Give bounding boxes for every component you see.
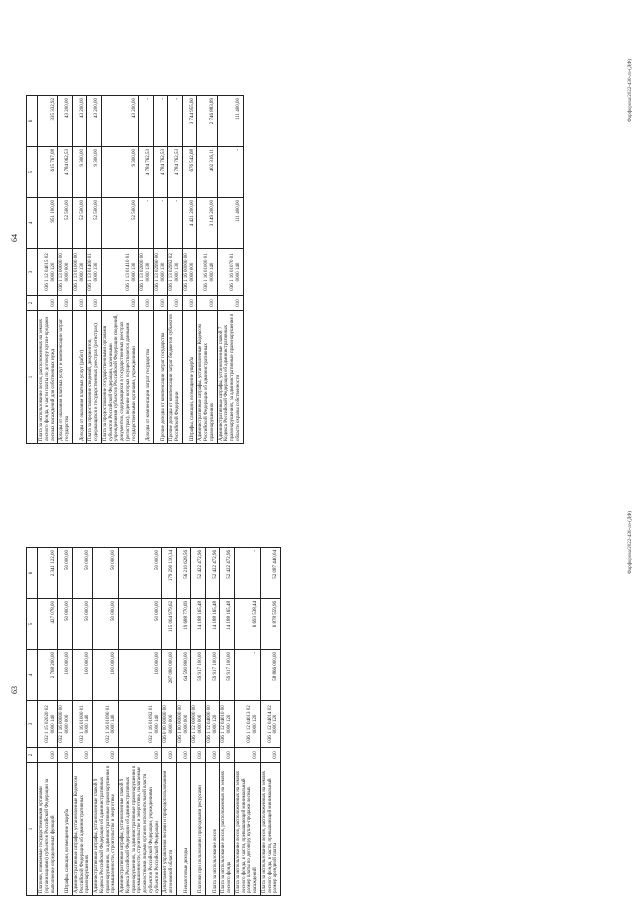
column-header: 6 xyxy=(27,548,38,599)
row-name-cell: Плата за использование лесов, расположенных на землях лесного фонда xyxy=(220,763,235,896)
remainder-amount-cell: 335 332,92 xyxy=(38,96,58,147)
row-code-cell: 010 xyxy=(139,296,154,311)
row-kbk-cell: 036 1 12 04010 00 0000 120 xyxy=(220,701,235,748)
row-name-cell: Административные штрафы, установленные Кодексом Российской Федерации об административных правонарушениях xyxy=(72,763,92,896)
column-header: 4 xyxy=(27,198,38,249)
table-row xyxy=(182,96,197,444)
remainder-amount-cell: 56 210 628,56 xyxy=(176,548,191,599)
table-row xyxy=(58,96,73,444)
column-header: 3 xyxy=(27,249,38,296)
column-header: 2 xyxy=(27,748,38,763)
table-row xyxy=(176,548,191,896)
row-kbk-cell: 036 1 12 04013 02 0000 120 xyxy=(234,701,260,748)
executed-amount-cell: 9 300,00 xyxy=(101,147,139,198)
remainder-amount-cell: 43 200,00 xyxy=(58,96,73,147)
footer-code: Фарфорова/2022-430-лз-(ДФ) xyxy=(628,59,633,122)
row-kbk-cell: 036 1 16 01000 01 0000 140 xyxy=(197,249,217,296)
table-row xyxy=(260,548,280,896)
column-header: 3 xyxy=(27,701,38,748)
remainder-amount-cell: 50 000,00 xyxy=(93,548,119,599)
row-name-cell: Административные штрафы, установленные Кодексом Российской Федерации об административных правонарушениях xyxy=(197,311,217,444)
row-name-cell: Платежи при пользовании природными ресурсами xyxy=(191,763,206,896)
row-code-cell: 010 xyxy=(182,296,197,311)
table-row xyxy=(119,548,162,896)
remainder-amount-cell: 50 000,00 xyxy=(58,548,73,599)
executed-amount-cell: 50 000,00 xyxy=(119,599,162,650)
remainder-amount-cell: 2 341 122,00 xyxy=(38,548,58,599)
remainder-amount-cell: 2 746 883,89 xyxy=(197,96,217,147)
page-number: 64 xyxy=(10,234,19,242)
row-kbk-cell: 036 1 13 00000 00 0000 000 xyxy=(58,249,73,296)
row-kbk-cell: 036 1 13 01400 01 0000 130 xyxy=(87,249,102,296)
row-kbk-cell: 036 1 12 04014 02 0000 120 xyxy=(260,701,280,748)
table-row xyxy=(197,96,217,444)
row-kbk-cell: 036 1 12 04015 02 0000 120 xyxy=(38,249,58,296)
table-row xyxy=(72,96,87,444)
plan-amount-cell: - xyxy=(139,198,154,249)
footer-code: Фарфорова/2022-430-лз-(ДФ) xyxy=(628,511,633,574)
row-kbk-cell: 036 1 16 00000 00 0000 000 xyxy=(182,249,197,296)
executed-amount-cell: 50 000,00 xyxy=(58,599,73,650)
row-code-cell: 010 xyxy=(38,748,58,763)
row-code-cell: 010 xyxy=(197,296,217,311)
table-row xyxy=(153,96,168,444)
plan-amount-cell: - xyxy=(153,198,168,249)
row-code-cell: 010 xyxy=(58,296,73,311)
row-kbk-cell: 036 1 13 01000 00 0000 130 xyxy=(72,249,87,296)
report-table xyxy=(26,547,281,896)
row-kbk-cell: 036 1 12 04000 00 0000 120 xyxy=(205,701,220,748)
executed-amount-cell: 6 693 538,44 xyxy=(234,599,260,650)
executed-amount-cell: 50 000,00 xyxy=(93,599,119,650)
row-code-cell: 010 xyxy=(234,748,260,763)
table-row xyxy=(72,548,92,896)
remainder-amount-cell: - xyxy=(153,96,168,147)
plan-amount-cell: 59 917 100,00 xyxy=(220,650,235,701)
plan-amount-cell: 52 500,00 xyxy=(58,198,73,249)
plan-amount-cell: 2 768 200,00 xyxy=(38,650,58,701)
column-header: 6 xyxy=(27,96,38,147)
row-code-cell: 010 xyxy=(58,748,73,763)
row-kbk-cell: 036 1 13 02990 00 0000 130 xyxy=(153,249,168,296)
plan-amount-cell: 52 500,00 xyxy=(101,198,139,249)
executed-amount-cell: 115 064 979,62 xyxy=(162,599,177,650)
row-code-cell: 010 xyxy=(220,748,235,763)
row-name-cell: Плата за предоставление государственными органами субъектов Российской Федерации, казенными учреждениями субъектов Российской Федерации сведений, документов, содержащихся в государственных реестрах (регистрах), ведение которых осуществляется данными государственными органами, учреждениями xyxy=(101,311,139,444)
plan-amount-cell: 100 000,00 xyxy=(58,650,73,701)
column-header: 1 xyxy=(27,311,38,444)
column-header: 2 xyxy=(27,296,38,311)
plan-amount-cell: 64 590 800,00 xyxy=(176,650,191,701)
remainder-amount-cell: 52 087 440,04 xyxy=(260,548,280,599)
column-header: 5 xyxy=(27,147,38,198)
plan-amount-cell: - xyxy=(168,198,183,249)
row-kbk-cell: 032 1 16 00000 00 0000 000 xyxy=(58,701,73,748)
row-code-cell: 010 xyxy=(119,748,162,763)
row-name-cell: Плата за предоставление сведений, документов, содержащихся в государственных реестрах (регистрах) xyxy=(87,311,102,444)
row-kbk-cell: 032 1 16 01092 01 0000 140 xyxy=(119,701,162,748)
plan-amount-cell: 111 400,00 xyxy=(217,198,243,249)
plan-amount-cell: 58 866 000,00 xyxy=(260,650,280,701)
row-kbk-cell: 036 1 00 00000 00 0000 000 xyxy=(176,701,191,748)
remainder-amount-cell: 50 000,00 xyxy=(119,548,162,599)
plan-amount-cell: 52 500,00 xyxy=(87,198,102,249)
row-code-cell: 010 xyxy=(38,296,58,311)
row-name-cell: Штрафы, санкции, возмещение ущерба xyxy=(182,311,197,444)
remainder-amount-cell: - xyxy=(168,96,183,147)
row-name-cell: Доходы от компенсации затрат государства xyxy=(139,311,154,444)
executed-amount-cell: 19 688 770,69 xyxy=(176,599,191,650)
row-code-cell: 010 xyxy=(191,748,206,763)
remainder-amount-cell: 43 200,00 xyxy=(87,96,102,147)
column-header: 5 xyxy=(27,599,38,650)
executed-amount-cell: 4 784 762,53 xyxy=(139,147,154,198)
remainder-amount-cell: 3 744 955,60 xyxy=(182,96,197,147)
remainder-amount-cell: 52 422 472,96 xyxy=(220,548,235,599)
remainder-amount-cell: 52 422 472,96 xyxy=(205,548,220,599)
executed-amount-cell: 9 300,00 xyxy=(87,147,102,198)
plan-amount-cell: 59 917 100,00 xyxy=(191,650,206,701)
executed-amount-cell: 14 188 165,48 xyxy=(205,599,220,650)
row-code-cell: 010 xyxy=(153,296,168,311)
row-kbk-cell: 036 1 13 01410 01 0000 130 xyxy=(101,249,139,296)
row-name-cell: Прочие доходы от компенсации затрат бюджетов субъектов Российской Федерации xyxy=(168,311,183,444)
row-kbk-cell: 032 1 15 02020 02 0000 140 xyxy=(38,701,58,748)
remainder-amount-cell: - xyxy=(139,96,154,147)
table-row xyxy=(162,548,177,896)
plan-amount-cell: 59 917 100,00 xyxy=(205,650,220,701)
table-row xyxy=(220,548,235,896)
row-code-cell: 010 xyxy=(72,748,92,763)
row-name-cell: Административные штрафы, установленные главой 9 Кодекса Российской Федерации об административных правонарушениях, за административные правонарушения в промышленности, строительстве и энергетике xyxy=(93,763,119,896)
page-63 xyxy=(0,452,639,904)
plan-amount-cell: 100 000,00 xyxy=(72,650,92,701)
row-name-cell: Доходы от оказания платных услуг и компенсации затрат государства xyxy=(58,311,73,444)
executed-amount-cell: 50 000,00 xyxy=(72,599,92,650)
table-row xyxy=(217,96,243,444)
column-header: 4 xyxy=(27,650,38,701)
plan-amount-cell: 100 000,00 xyxy=(119,650,162,701)
executed-amount-cell: 676 542,68 xyxy=(182,147,197,198)
plan-amount-cell: 3 149 200,00 xyxy=(197,198,217,249)
row-name-cell: Департамент управления лесами и природопользованием автономной области xyxy=(162,763,177,896)
row-name-cell: Административные штрафы, установленные главой 9 Кодекса Российской Федерации об административных правонарушениях, за административные правонарушения в промышленности, строительстве и энергетике, налагаемые должностными лицами органов исполнительной власти субъектов Российской Федерации, учреждениями субъектов Российской Федерации xyxy=(119,763,162,896)
row-name-cell: Плата за использование лесов xyxy=(205,763,220,896)
remainder-amount-cell: 111 400,00 xyxy=(217,96,243,147)
row-kbk-cell: 036 1 13 02992 02 0000 130 xyxy=(168,249,183,296)
column-header: 1 xyxy=(27,763,38,896)
row-name-cell: Неналоговые доходы xyxy=(176,763,191,896)
row-code-cell: 010 xyxy=(168,296,183,311)
table-row xyxy=(58,548,73,896)
report-table xyxy=(26,95,244,444)
row-kbk-cell: 036 1 13 02000 00 0000 130 xyxy=(139,249,154,296)
table-row xyxy=(139,96,154,444)
row-code-cell: 010 xyxy=(72,296,87,311)
page-number: 63 xyxy=(10,686,19,694)
row-kbk-cell: 032 1 16 01000 01 0000 140 xyxy=(72,701,92,748)
executed-amount-cell: 14 188 165,48 xyxy=(191,599,206,650)
plan-amount-cell: 4 421 200,00 xyxy=(182,198,197,249)
executed-amount-cell: 4 784 762,53 xyxy=(153,147,168,198)
row-name-cell: Плата за использование лесов, расположенных на землях лесного фонда, в части, превышающей минимальный размер арендной платы xyxy=(260,763,280,896)
row-code-cell: 010 xyxy=(162,748,177,763)
row-code-cell: 010 xyxy=(87,296,102,311)
executed-amount-cell: 402 316,11 xyxy=(197,147,217,198)
row-code-cell: 010 xyxy=(93,748,119,763)
table-row xyxy=(205,548,220,896)
table-row xyxy=(87,96,102,444)
table-row xyxy=(101,96,139,444)
table-row xyxy=(38,96,58,444)
executed-amount-cell: 4 784 062,53 xyxy=(58,147,73,198)
table-row xyxy=(38,548,58,896)
plan-amount-cell: 951 100,00 xyxy=(38,198,58,249)
row-name-cell: Платежи, взимаемые государственными органами (организациями) субъектов Российской Федерации за выполнение определенных функций xyxy=(38,763,58,896)
row-kbk-cell: 036 0 00 00000 00 0000 000 xyxy=(162,701,177,748)
table-row xyxy=(234,548,260,896)
row-name-cell: Доходы от оказания платных услуг (работ) xyxy=(72,311,87,444)
row-kbk-cell: 036 1 16 01070 01 0000 140 xyxy=(217,249,243,296)
executed-amount-cell: 14 188 165,48 xyxy=(220,599,235,650)
executed-amount-cell: 6 878 559,96 xyxy=(260,599,280,650)
row-name-cell: Административные штрафы, установленные главой 7 Кодекса Российской Федерации об административных правонарушениях, за административные правонарушения в области охраны собственности xyxy=(217,311,243,444)
table-row xyxy=(191,548,206,896)
remainder-amount-cell: 43 200,00 xyxy=(101,96,139,147)
remainder-amount-cell: 50 000,00 xyxy=(72,548,92,599)
plan-amount-cell: 52 500,00 xyxy=(72,198,87,249)
row-kbk-cell: 036 1 12 00000 00 0000 000 xyxy=(191,701,206,748)
executed-amount-cell: 9 300,00 xyxy=(72,147,87,198)
row-code-cell: 010 xyxy=(260,748,280,763)
row-name-cell: Штрафы, санкции, возмещение ущерба xyxy=(58,763,73,896)
row-code-cell: 010 xyxy=(205,748,220,763)
remainder-amount-cell: 179 290 110,34 xyxy=(162,548,177,599)
plan-amount-cell: - xyxy=(234,650,260,701)
plan-amount-cell: 287 080 000,00 xyxy=(162,650,177,701)
plan-amount-cell: 100 000,00 xyxy=(93,650,119,701)
remainder-amount-cell: 43 200,00 xyxy=(72,96,87,147)
executed-amount-cell: 615 767,08 xyxy=(38,147,58,198)
executed-amount-cell: 427 078,00 xyxy=(38,599,58,650)
table-row xyxy=(168,96,183,444)
row-name-cell: Прочие доходы от компенсации затрат государства xyxy=(153,311,168,444)
remainder-amount-cell: - xyxy=(234,548,260,599)
row-code-cell: 010 xyxy=(176,748,191,763)
executed-amount-cell: - xyxy=(217,147,243,198)
row-kbk-cell: 032 1 16 01090 01 0000 140 xyxy=(93,701,119,748)
row-code-cell: 010 xyxy=(101,296,139,311)
row-name-cell: Плата за использование лесов, расположенных на землях лесного фонда, в части платы по договору купли-продажи лесных насаждений для собственных нужд xyxy=(38,311,58,444)
row-code-cell: 010 xyxy=(217,296,243,311)
table-row xyxy=(93,548,119,896)
remainder-amount-cell: 52 422 472,96 xyxy=(191,548,206,599)
executed-amount-cell: 4 784 762,53 xyxy=(168,147,183,198)
row-name-cell: Плата за использование лесов, расположенных на землях лесного фонда, в части, превышающей минимальный размер платы по договору купли-продажи лесных насаждений xyxy=(234,763,260,896)
